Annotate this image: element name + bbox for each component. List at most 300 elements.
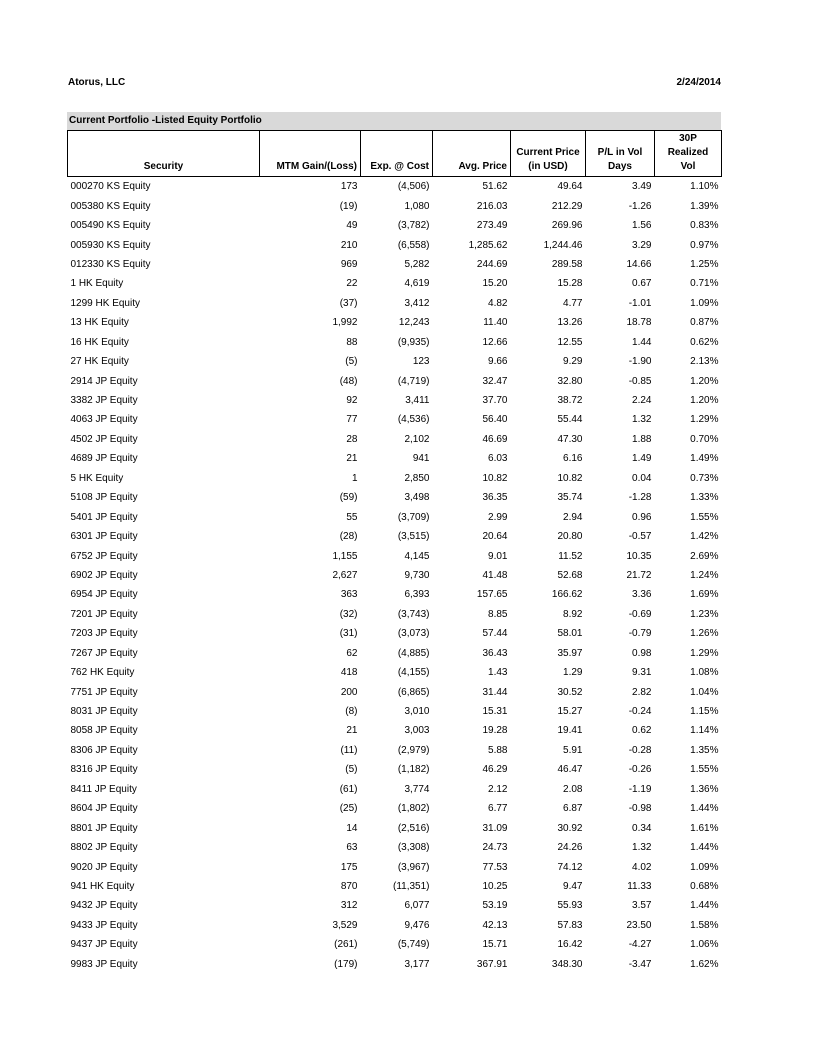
col-pl-in-vol-days-cell: 10.35	[626, 550, 652, 562]
col-30p-realized-vol-cell: 1.35%	[690, 744, 719, 756]
col-current-price-cell: 47.30	[557, 433, 583, 445]
portfolio-table	[67, 130, 722, 974]
table-row	[68, 877, 722, 896]
table-row	[68, 780, 722, 799]
col-30p-realized-vol-cell: 1.39%	[690, 200, 719, 212]
col-pl-in-vol-days-cell: 0.62	[632, 725, 652, 737]
col-security-cell: 1 HK Equity	[70, 278, 124, 290]
col-pl-in-vol-days-cell: -1.90	[628, 356, 652, 368]
table-header-row	[68, 131, 722, 177]
col-mtm-gain-loss-cell: 14	[346, 822, 358, 834]
col-avg-price-cell: 10.82	[482, 472, 508, 484]
col-mtm-gain-loss-cell: (61)	[339, 783, 358, 795]
col-security-cell: 4689 JP Equity	[70, 453, 138, 465]
col-current-price-cell: 13.26	[557, 317, 583, 329]
col-current-price-cell: 9.29	[563, 356, 583, 368]
col-exp-at-cost-cell: (3,709)	[397, 511, 430, 523]
col-pl-in-vol-days-cell: -0.57	[628, 531, 652, 543]
company-name: Atorus, LLC	[68, 77, 126, 88]
table-row	[68, 799, 722, 818]
col-current-price-cell: 55.93	[557, 900, 583, 912]
col-30p-realized-vol-cell: 2.69%	[690, 550, 719, 562]
col-avg-price-cell: 32.47	[482, 375, 508, 387]
table-row	[68, 896, 722, 915]
col-exp-at-cost-cell: 2,102	[404, 433, 430, 445]
col-exp-at-cost-cell: (3,308)	[397, 842, 430, 854]
col-security-cell: 13 HK Equity	[70, 317, 129, 329]
col-avg-price-cell: 36.35	[482, 492, 508, 504]
col-avg-price-cell: 24.73	[482, 842, 508, 854]
col-pl-in-vol-days-cell: 2.24	[632, 395, 652, 407]
col-30p-realized-vol-cell: 1.29%	[690, 647, 719, 659]
col-30p-realized-vol-cell: 1.55%	[690, 511, 719, 523]
col-current-price-cell: 5.91	[563, 744, 583, 756]
table-row	[68, 624, 722, 643]
col-30p-realized-vol-cell: 0.71%	[690, 278, 719, 290]
col-security-cell: 7201 JP Equity	[70, 608, 138, 620]
col-exp-at-cost-cell: 3,010	[404, 706, 430, 718]
col-security-cell: 8316 JP Equity	[70, 764, 138, 776]
col-mtm-gain-loss-cell: 312	[340, 900, 358, 912]
col-security-cell: 4502 JP Equity	[70, 433, 138, 445]
col-exp-at-cost-cell: 3,003	[404, 725, 430, 737]
col-mtm-gain-loss-cell: (59)	[339, 492, 358, 504]
col-mtm-gain-loss-cell: (8)	[345, 706, 358, 718]
col-current-price-cell: 348.30	[551, 958, 583, 970]
table-row	[68, 527, 722, 546]
col-avg-price-cell: 15.71	[482, 939, 508, 951]
col-security-cell: 5 HK Equity	[70, 472, 124, 484]
col-current-price-cell: 16.42	[557, 939, 583, 951]
col-security-cell: 8802 JP Equity	[70, 842, 138, 854]
col-pl-in-vol-days-cell: -0.98	[628, 803, 652, 815]
col-pl-in-vol-days-cell: 0.96	[632, 511, 652, 523]
col-current-price-cell: 74.12	[557, 861, 583, 873]
col-security-cell: 941 HK Equity	[70, 880, 135, 892]
col-avg-price-cell: 36.43	[482, 647, 508, 659]
col-exp-at-cost-cell: 3,411	[405, 395, 430, 407]
col-security-cell: 5108 JP Equity	[70, 492, 138, 504]
col-30p-realized-vol-cell: 1.20%	[690, 395, 719, 407]
col-mtm-gain-loss-cell: 363	[340, 589, 358, 601]
col-mtm-gain-loss-cell: (19)	[339, 200, 358, 212]
col-current-price-cell: 30.52	[557, 686, 583, 698]
col-exp-at-cost-cell: (4,885)	[397, 647, 430, 659]
col-30p-realized-vol-cell: 1.29%	[690, 414, 719, 426]
col-exp-at-cost-cell: (3,515)	[397, 531, 430, 543]
table-row	[68, 333, 722, 352]
table-row	[68, 196, 722, 215]
col-current-price-cell: 35.74	[557, 492, 583, 504]
col-avg-price-cell: 1,285.62	[468, 239, 508, 251]
table-row	[68, 469, 722, 488]
col-30p-realized-vol-cell: 1.44%	[690, 900, 719, 912]
col-30p-realized-vol-cell: 0.73%	[690, 472, 719, 484]
col-security-cell: 6301 JP Equity	[70, 531, 138, 543]
col-avg-price-cell: 11.40	[483, 317, 508, 329]
col-current-price-cell: 2.08	[563, 783, 583, 795]
col-30p-realized-vol-cell: 1.20%	[690, 375, 719, 387]
col-pl-in-vol-days-cell: 3.57	[632, 900, 652, 912]
col-mtm-gain-loss-cell: 92	[346, 395, 358, 407]
col-exp-at-cost-cell: (1,182)	[397, 764, 430, 776]
col-pl-in-vol-days-cell: 1.88	[632, 433, 652, 445]
col-avg-price-cell: 6.77	[488, 803, 508, 815]
col-exp-at-cost-cell: (11,351)	[392, 880, 430, 892]
table-row	[68, 916, 722, 935]
col-mtm-gain-loss-cell: (261)	[334, 939, 358, 951]
col-pl-in-vol-days-cell: 23.50	[626, 919, 652, 931]
col-exp-at-cost-cell: (2,979)	[397, 744, 430, 756]
col-pl-in-vol-days-cell: -0.28	[628, 744, 652, 756]
table-row	[68, 488, 722, 507]
col-avg-price-cell: 46.29	[482, 764, 508, 776]
col-exp-at-cost-header: Exp. @ Cost	[361, 131, 433, 177]
col-30p-realized-vol-cell: 1.06%	[690, 939, 719, 951]
col-security-cell: 27 HK Equity	[70, 356, 129, 368]
col-current-price-cell: 166.62	[551, 589, 583, 601]
col-mtm-gain-loss-cell: 1,155	[332, 550, 358, 562]
col-exp-at-cost-cell: 2,850	[404, 472, 430, 484]
col-30p-realized-vol-cell: 1.14%	[690, 725, 719, 737]
col-pl-in-vol-days-cell: 3.29	[632, 239, 652, 251]
col-security-cell: 9020 JP Equity	[70, 861, 138, 873]
col-pl-in-vol-days-cell: -1.19	[628, 783, 652, 795]
col-pl-in-vol-days-cell: 18.78	[626, 317, 652, 329]
col-current-price-cell: 4.77	[563, 297, 583, 309]
col-mtm-gain-loss-cell: (179)	[334, 958, 358, 970]
table-row	[68, 644, 722, 663]
col-avg-price-cell: 5.88	[488, 744, 508, 756]
col-security-cell: 762 HK Equity	[70, 667, 135, 679]
col-avg-price-cell: 57.44	[482, 628, 508, 640]
col-security-header: Security	[68, 131, 260, 177]
col-exp-at-cost-cell: 9,730	[404, 569, 430, 581]
col-30p-realized-vol-cell: 1.44%	[690, 842, 719, 854]
col-avg-price-cell: 216.03	[476, 200, 508, 212]
col-mtm-gain-loss-cell: 1	[351, 472, 358, 484]
col-avg-price-cell: 244.69	[476, 258, 508, 270]
col-mtm-gain-loss-cell: (32)	[339, 608, 358, 620]
col-exp-at-cost-cell: 3,498	[404, 492, 430, 504]
col-30p-realized-vol-cell: 2.13%	[690, 356, 719, 368]
col-30p-realized-vol-cell: 1.04%	[690, 686, 719, 698]
col-30p-realized-vol-cell: 1.49%	[690, 453, 719, 465]
col-avg-price-cell: 51.62	[482, 181, 508, 193]
col-current-price-cell: 32.80	[557, 375, 583, 387]
col-30p-realized-vol-cell: 1.36%	[690, 783, 719, 795]
col-security-cell: 7203 JP Equity	[70, 628, 138, 640]
col-30p-realized-vol-cell: 1.42%	[690, 531, 719, 543]
col-mtm-gain-loss-cell: 870	[340, 880, 358, 892]
table-row	[68, 721, 722, 740]
col-avg-price-cell: 4.82	[488, 297, 508, 309]
table-row	[68, 741, 722, 760]
col-avg-price-cell: 19.28	[482, 725, 508, 737]
col-mtm-gain-loss-cell: 21	[346, 453, 358, 465]
col-security-cell: 8031 JP Equity	[70, 706, 138, 718]
col-pl-in-vol-days-cell: 14.66	[626, 258, 652, 270]
table-row	[68, 818, 722, 837]
col-exp-at-cost-cell: (3,073)	[397, 628, 430, 640]
col-exp-at-cost-cell: (6,865)	[397, 686, 430, 698]
col-exp-at-cost-cell: (3,782)	[397, 220, 430, 232]
col-pl-in-vol-days-cell: 0.04	[632, 472, 652, 484]
col-security-cell: 7267 JP Equity	[70, 647, 138, 659]
col-mtm-gain-loss-cell: (37)	[339, 297, 358, 309]
col-30p-realized-vol-cell: 1.33%	[690, 492, 719, 504]
col-exp-at-cost-cell: 5,282	[404, 258, 430, 270]
col-pl-in-vol-days-cell: -0.26	[628, 764, 652, 776]
section-title: Current Portfolio -Listed Equity Portfolio	[67, 112, 721, 130]
col-exp-at-cost-cell: (2,516)	[397, 822, 430, 834]
table-row	[68, 663, 722, 682]
col-current-price-cell: 19.41	[557, 725, 583, 737]
report-date: 2/24/2014	[676, 77, 721, 88]
col-pl-in-vol-days-cell: -3.47	[628, 958, 652, 970]
col-mtm-gain-loss-cell: 22	[346, 278, 358, 290]
table-row	[68, 216, 722, 235]
col-30p-realized-vol-header: 30P Realized Vol	[655, 131, 722, 177]
col-current-price-cell: 8.92	[563, 608, 583, 620]
col-mtm-gain-loss-cell: 175	[340, 861, 358, 873]
col-exp-at-cost-cell: 1,080	[404, 200, 430, 212]
col-exp-at-cost-cell: (9,935)	[397, 336, 430, 348]
col-30p-realized-vol-cell: 1.08%	[690, 667, 719, 679]
col-avg-price-cell: 42.13	[482, 919, 508, 931]
col-avg-price-header: Avg. Price	[433, 131, 511, 177]
col-security-cell: 9437 JP Equity	[70, 939, 138, 951]
col-30p-realized-vol-cell: 0.68%	[690, 880, 719, 892]
col-security-cell: 005930 KS Equity	[70, 239, 151, 251]
col-security-cell: 8058 JP Equity	[70, 725, 138, 737]
col-avg-price-cell: 31.09	[482, 822, 508, 834]
col-mtm-gain-loss-cell: 49	[346, 220, 358, 232]
col-exp-at-cost-cell: (3,967)	[397, 861, 430, 873]
col-mtm-gain-loss-cell: 28	[346, 433, 358, 445]
col-security-cell: 6954 JP Equity	[70, 589, 138, 601]
col-30p-realized-vol-cell: 1.10%	[690, 181, 719, 193]
col-security-cell: 7751 JP Equity	[70, 686, 138, 698]
col-security-cell: 1299 HK Equity	[70, 297, 140, 309]
col-pl-in-vol-days-cell: 1.32	[632, 842, 652, 854]
col-current-price-cell: 46.47	[557, 764, 583, 776]
col-pl-in-vol-days-cell: -0.79	[628, 628, 652, 640]
col-avg-price-cell: 56.40	[482, 414, 508, 426]
col-30p-realized-vol-cell: 0.87%	[690, 317, 719, 329]
col-avg-price-cell: 20.64	[482, 531, 508, 543]
table-row	[68, 274, 722, 293]
col-pl-in-vol-days-header: P/L in Vol Days	[586, 131, 655, 177]
col-current-price-cell: 15.28	[557, 278, 583, 290]
table-row	[68, 585, 722, 604]
col-avg-price-cell: 41.48	[482, 569, 508, 581]
col-security-cell: 8306 JP Equity	[70, 744, 138, 756]
col-pl-in-vol-days-cell: -1.28	[628, 492, 652, 504]
col-security-cell: 4063 JP Equity	[70, 414, 138, 426]
col-security-cell: 8604 JP Equity	[70, 803, 138, 815]
col-mtm-gain-loss-cell: 62	[346, 647, 358, 659]
col-security-cell: 000270 KS Equity	[70, 181, 151, 193]
col-avg-price-cell: 15.31	[482, 706, 508, 718]
col-current-price-cell: 2.94	[563, 511, 583, 523]
col-avg-price-cell: 2.12	[488, 783, 508, 795]
col-mtm-gain-loss-cell: 88	[346, 336, 358, 348]
col-avg-price-cell: 273.49	[476, 220, 508, 232]
col-current-price-cell: 24.26	[557, 842, 583, 854]
col-exp-at-cost-cell: 6,077	[404, 900, 430, 912]
col-avg-price-cell: 367.91	[476, 958, 508, 970]
col-avg-price-cell: 46.69	[482, 433, 508, 445]
table-row	[68, 838, 722, 857]
col-avg-price-cell: 31.44	[482, 686, 508, 698]
col-mtm-gain-loss-cell: 418	[340, 667, 358, 679]
col-30p-realized-vol-cell: 1.23%	[690, 608, 719, 620]
col-security-cell: 9433 JP Equity	[70, 919, 138, 931]
col-30p-realized-vol-cell: 1.09%	[690, 297, 719, 309]
table-row	[68, 352, 722, 371]
table-row	[68, 391, 722, 410]
col-exp-at-cost-cell: 6,393	[404, 589, 430, 601]
col-30p-realized-vol-cell: 1.26%	[690, 628, 719, 640]
col-pl-in-vol-days-cell: 3.36	[632, 589, 652, 601]
col-current-price-cell: 269.96	[551, 220, 583, 232]
col-mtm-gain-loss-cell: 21	[346, 725, 358, 737]
col-current-price-cell: 289.58	[551, 258, 583, 270]
table-row	[68, 857, 722, 876]
col-mtm-gain-loss-cell: (5)	[345, 764, 358, 776]
table-row	[68, 235, 722, 254]
table-row	[68, 430, 722, 449]
col-pl-in-vol-days-cell: 4.02	[632, 861, 652, 873]
col-current-price-cell: 57.83	[557, 919, 583, 931]
table-row	[68, 507, 722, 526]
col-avg-price-cell: 12.66	[482, 336, 508, 348]
table-row	[68, 177, 722, 197]
col-pl-in-vol-days-cell: 2.82	[632, 686, 652, 698]
col-current-price-cell: 10.82	[557, 472, 583, 484]
col-30p-realized-vol-cell: 1.09%	[690, 861, 719, 873]
col-30p-realized-vol-cell: 1.69%	[690, 589, 719, 601]
table-row	[68, 760, 722, 779]
table-row	[68, 566, 722, 585]
col-30p-realized-vol-cell: 1.62%	[690, 958, 719, 970]
col-avg-price-cell: 2.99	[488, 511, 508, 523]
col-mtm-gain-loss-cell: (31)	[339, 628, 358, 640]
col-security-cell: 012330 KS Equity	[70, 258, 151, 270]
table-row	[68, 605, 722, 624]
col-security-cell: 6752 JP Equity	[70, 550, 138, 562]
col-exp-at-cost-cell: (4,155)	[397, 667, 430, 679]
col-exp-at-cost-cell: (3,743)	[397, 608, 430, 620]
col-exp-at-cost-cell: 4,619	[404, 278, 430, 290]
col-pl-in-vol-days-cell: 1.44	[632, 336, 652, 348]
col-pl-in-vol-days-cell: -4.27	[628, 939, 652, 951]
col-exp-at-cost-cell: 3,412	[404, 297, 430, 309]
col-mtm-gain-loss-cell: 1,992	[332, 317, 358, 329]
col-avg-price-cell: 15.20	[482, 278, 508, 290]
col-mtm-gain-loss-cell: (48)	[339, 375, 358, 387]
col-exp-at-cost-cell: 123	[412, 356, 430, 368]
col-mtm-gain-loss-cell: 210	[340, 239, 358, 251]
col-exp-at-cost-cell: (4,506)	[397, 181, 430, 193]
col-pl-in-vol-days-cell: 9.31	[632, 667, 652, 679]
col-exp-at-cost-cell: 3,177	[404, 958, 430, 970]
col-pl-in-vol-days-cell: -0.24	[628, 706, 652, 718]
table-row	[68, 449, 722, 468]
col-current-price-cell: 9.47	[563, 880, 583, 892]
col-security-cell: 005490 KS Equity	[70, 220, 151, 232]
col-pl-in-vol-days-cell: -0.69	[628, 608, 652, 620]
col-security-cell: 6902 JP Equity	[70, 569, 138, 581]
col-current-price-cell: 30.92	[557, 822, 583, 834]
table-row	[68, 546, 722, 565]
col-30p-realized-vol-cell: 0.83%	[690, 220, 719, 232]
col-pl-in-vol-days-cell: 0.34	[632, 822, 652, 834]
col-30p-realized-vol-cell: 1.44%	[690, 803, 719, 815]
table-row	[68, 955, 722, 974]
table-row	[68, 702, 722, 721]
col-pl-in-vol-days-cell: 1.32	[632, 414, 652, 426]
col-pl-in-vol-days-cell: 0.67	[632, 278, 652, 290]
col-pl-in-vol-days-cell: -1.01	[628, 297, 652, 309]
col-exp-at-cost-cell: (4,719)	[397, 375, 430, 387]
col-security-cell: 005380 KS Equity	[70, 200, 151, 212]
col-mtm-gain-loss-cell: 63	[346, 842, 358, 854]
col-mtm-gain-loss-cell: (11)	[340, 744, 358, 756]
col-security-cell: 8801 JP Equity	[70, 822, 138, 834]
col-avg-price-cell: 157.65	[476, 589, 508, 601]
col-pl-in-vol-days-cell: 1.49	[632, 453, 652, 465]
col-security-cell: 3382 JP Equity	[70, 395, 138, 407]
col-30p-realized-vol-cell: 0.62%	[690, 336, 719, 348]
col-current-price-header: Current Price (in USD)	[511, 131, 586, 177]
col-current-price-cell: 11.52	[558, 550, 583, 562]
col-current-price-cell: 6.87	[563, 803, 583, 815]
col-pl-in-vol-days-cell: 21.72	[626, 569, 652, 581]
col-current-price-cell: 49.64	[557, 181, 583, 193]
table-row	[68, 935, 722, 954]
col-current-price-cell: 55.44	[557, 414, 583, 426]
col-current-price-cell: 212.29	[551, 200, 583, 212]
table-row	[68, 410, 722, 429]
col-mtm-gain-loss-cell: 2,627	[332, 569, 358, 581]
col-mtm-gain-loss-cell: 173	[340, 181, 358, 193]
col-pl-in-vol-days-cell: -1.26	[628, 200, 652, 212]
col-pl-in-vol-days-cell: 1.56	[632, 220, 652, 232]
col-security-cell: 8411 JP Equity	[70, 783, 137, 795]
col-security-cell: 16 HK Equity	[70, 336, 129, 348]
col-avg-price-cell: 77.53	[482, 861, 508, 873]
col-mtm-gain-loss-cell: 55	[346, 511, 358, 523]
col-30p-realized-vol-cell: 1.24%	[690, 569, 719, 581]
col-pl-in-vol-days-cell: 11.33	[627, 880, 652, 892]
col-mtm-gain-loss-cell: (28)	[339, 531, 358, 543]
col-avg-price-cell: 10.25	[482, 880, 508, 892]
col-current-price-cell: 6.16	[563, 453, 583, 465]
col-mtm-gain-loss-cell: 77	[346, 414, 358, 426]
table-row	[68, 294, 722, 313]
col-30p-realized-vol-cell: 0.70%	[690, 433, 719, 445]
col-30p-realized-vol-cell: 1.15%	[690, 706, 719, 718]
col-exp-at-cost-cell: 3,774	[404, 783, 430, 795]
col-current-price-cell: 1.29	[563, 667, 583, 679]
col-exp-at-cost-cell: (4,536)	[397, 414, 430, 426]
col-exp-at-cost-cell: (5,749)	[397, 939, 430, 951]
col-mtm-gain-loss-cell: 969	[340, 258, 358, 270]
col-exp-at-cost-cell: (1,802)	[397, 803, 430, 815]
col-security-cell: 9432 JP Equity	[70, 900, 138, 912]
